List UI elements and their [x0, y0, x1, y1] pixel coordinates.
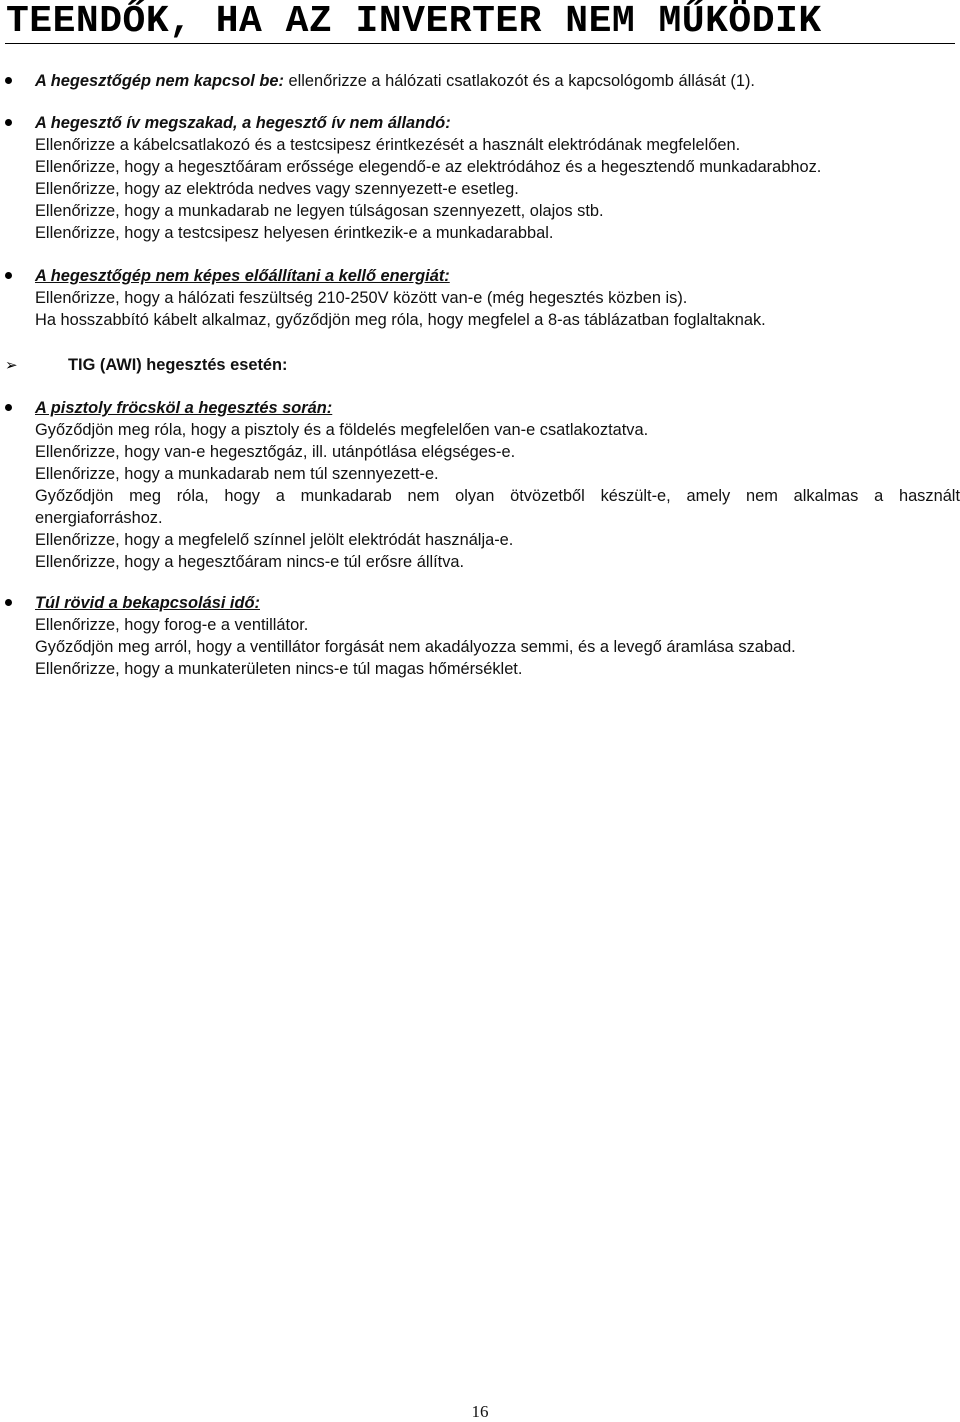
item-heading: A hegesztőgép nem kapcsol be:	[35, 72, 284, 90]
item-text	[35, 70, 960, 92]
tig-heading: TIG (AWI) hegesztés esetén:	[68, 356, 288, 374]
troubleshoot-item-arc-unstable	[35, 112, 960, 244]
item-line: Ellenőrizze, hogy az elektróda nedves vagy szennyezett-e esetleg.	[35, 180, 519, 198]
item-line: Győződjön meg róla, hogy a munkadarab nem olyan ötvözetből készült-e, amely nem alkalmas a használt	[35, 487, 960, 505]
bullet-icon	[5, 119, 12, 126]
bullet-icon	[5, 77, 12, 84]
item-line: energiaforráshoz.	[35, 509, 163, 527]
bullet-icon	[5, 272, 12, 279]
item-line: Győződjön meg róla, hogy a pisztoly és a földelés megfelelően van-e csatlakoztatva.	[35, 421, 649, 439]
item-line: Ellenőrizze, hogy a testcsipesz helyesen érintkezik-e a munkadarabbal.	[35, 224, 554, 242]
tig-section-heading	[5, 354, 960, 376]
troubleshoot-item-low-energy	[35, 265, 960, 331]
item-line: Ellenőrizze, hogy a hegesztőáram nincs-e túl erősre állítva.	[35, 553, 465, 571]
bullet-icon	[5, 404, 12, 411]
item-line: Ellenőrizze, hogy a munkadarab ne legyen túlságosan szennyezett, olajos stb.	[35, 202, 604, 220]
item-heading: A hegesztő ív megszakad, a hegesztő ív nem állandó:	[35, 114, 451, 132]
troubleshoot-item-no-power	[35, 70, 960, 92]
item-line: Ellenőrizze, hogy a hegesztőáram erőssége elegendő-e az elektródához és a hegesztendő munkadarabhoz.	[35, 158, 822, 176]
item-line: Ellenőrizze, hogy a munkadarab nem túl szennyezett-e.	[35, 465, 439, 483]
bullet-icon	[5, 599, 12, 606]
item-line: Ellenőrizze, hogy a munkaterületen nincs-e túl magas hőmérséklet.	[35, 660, 523, 678]
item-heading: A pisztoly fröcsköl a hegesztés során:	[35, 399, 333, 417]
item-inline-text: ellenőrizze a hálózati csatlakozót és a kapcsológomb állását (1).	[283, 72, 755, 90]
page-title: TEENDŐK, HA AZ INVERTER NEM MŰKÖDIK	[6, 0, 822, 43]
item-line: Ellenőrizze, hogy a hálózati feszültség 210-250V között van-e (még hegesztés közben is).	[35, 289, 688, 307]
item-line: Győződjön meg arról, hogy a ventillátor forgását nem akadályozza semmi, és a levegő áramlása szabad.	[35, 638, 796, 656]
item-line: Ellenőrizze, hogy van-e hegesztőgáz, ill. utánpótlása elégséges-e.	[35, 443, 516, 461]
item-line: Ellenőrizze, hogy forog-e a ventillátor.	[35, 616, 309, 634]
item-line: Ha hosszabbító kábelt alkalmaz, győződjön meg róla, hogy megfelel a 8-as táblázatban foglaltaknak.	[35, 311, 766, 329]
title-underline	[5, 43, 955, 44]
troubleshoot-item-duty-cycle	[35, 592, 960, 680]
item-line: Ellenőrizze, hogy a megfelelő színnel jelölt elektródát használja-e.	[35, 531, 514, 549]
item-heading: A hegesztőgép nem képes előállítani a kellő energiát:	[35, 267, 450, 285]
troubleshoot-item-torch-spatter	[35, 397, 960, 573]
item-heading: Túl rövid a bekapcsolási idő:	[35, 594, 260, 612]
page-number: 16	[471, 1402, 489, 1421]
arrow-bullet-icon: ➢	[5, 356, 18, 374]
item-line: Ellenőrizze a kábelcsatlakozó és a testcsipesz érintkezését a használt elektródának megfelelően.	[35, 136, 741, 154]
